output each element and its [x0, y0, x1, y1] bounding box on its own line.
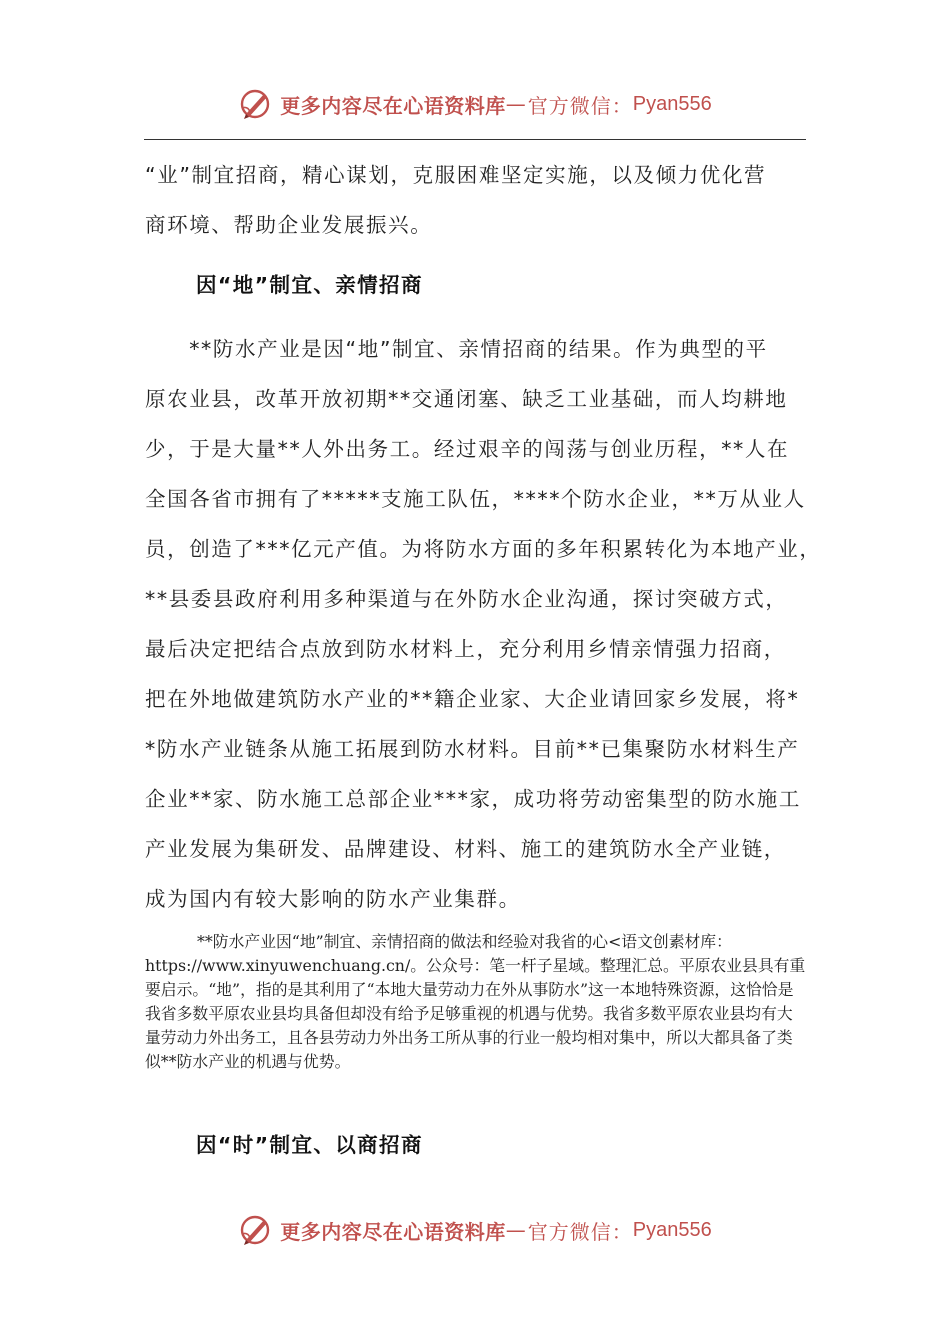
- footer-brand: 更多内容尽在心语资料库: [280, 1219, 506, 1244]
- paragraph-line: **县委县政府利用多种渠道与在外防水企业沟通，探讨突破方式，: [145, 587, 788, 611]
- footer-dash: —: [505, 1218, 526, 1242]
- paragraph-line: 最后决定把结合点放到防水材料上，充分利用乡情亲情强力招商，: [145, 637, 786, 661]
- paragraph-line: 把在外地做建筑防水产业的**籍企业家、大企业请回家乡发展，将*: [145, 687, 800, 711]
- paragraph-line: 产业发展为集研发、品牌建设、材料、施工的建筑防水全产业链，: [145, 837, 786, 861]
- intro-line: 商环境、帮助企业发展振兴。: [145, 213, 433, 237]
- paragraph-line: 全国各省市拥有了*****支施工队伍，****个防水企业，**万从业人: [145, 487, 806, 511]
- intro-line: “业”制宜招商，精心谋划，克服困难坚定实施，以及倾力优化营: [145, 163, 767, 187]
- section-heading-2: 因“时”制宜、以商招商: [196, 1133, 423, 1157]
- header-brand: 更多内容尽在心语资料库: [280, 93, 506, 118]
- paragraph-line: 员，创造了***亿元产值。为将防水方面的多年积累转化为本地产业，: [145, 537, 822, 561]
- paragraph-line: 成为国内有较大影响的防水产业集群。: [145, 887, 521, 911]
- header-wechat-id: Pyan556: [632, 92, 712, 115]
- header-dash: —: [505, 92, 526, 116]
- paragraph-line: **防水产业是因“地”制宜、亲情招商的结果。作为典型的平: [145, 337, 768, 361]
- footer-wechat-id: Pyan556: [632, 1218, 712, 1241]
- pen-logo-icon: [238, 86, 274, 122]
- header-wechat-label: 官方微信：: [527, 93, 633, 118]
- inserted-paragraph: **防水产业因“地”制宜、亲情招商的做法和经验对我省的心<语文创素材库：https://www.xinyuwenchuang.cn/。公众号：笔一杆子星域。整理汇总。平原农业县具有重要启示。“地”，指的是其利用了“本地大量劳动力在外从事防水”这一本地特殊资源，这恰恰是我省多数平原农业县均具备但却没有给予足够重视的机遇与优势。我省多数平原农业县均有大量劳动力外出务工，且各县劳动力外出务工所从事的行业一般均相对集中，所以大都具备了类似**防水产业的机遇与优势。: [145, 932, 806, 1071]
- pen-logo-icon: [238, 1212, 274, 1248]
- page-header: [0, 84, 950, 124]
- paragraph-line: 企业**家、防水施工总部企业***家，成功将劳动密集型的防水施工: [145, 787, 801, 811]
- header-divider: [144, 139, 806, 140]
- paragraph-line: 原农业县，改革开放初期**交通闭塞、缺乏工业基础，而人均耕地: [145, 387, 788, 411]
- paragraph-line: *防水产业链条从施工拓展到防水材料。目前**已集聚防水材料生产: [145, 737, 800, 761]
- paragraph-line: 少，于是大量**人外出务工。经过艰辛的闯荡与创业历程，**人在: [145, 437, 790, 461]
- section-heading-1: 因“地”制宜、亲情招商: [196, 273, 423, 297]
- page-footer: [0, 1210, 950, 1250]
- footer-wechat-label: 官方微信：: [527, 1219, 633, 1244]
